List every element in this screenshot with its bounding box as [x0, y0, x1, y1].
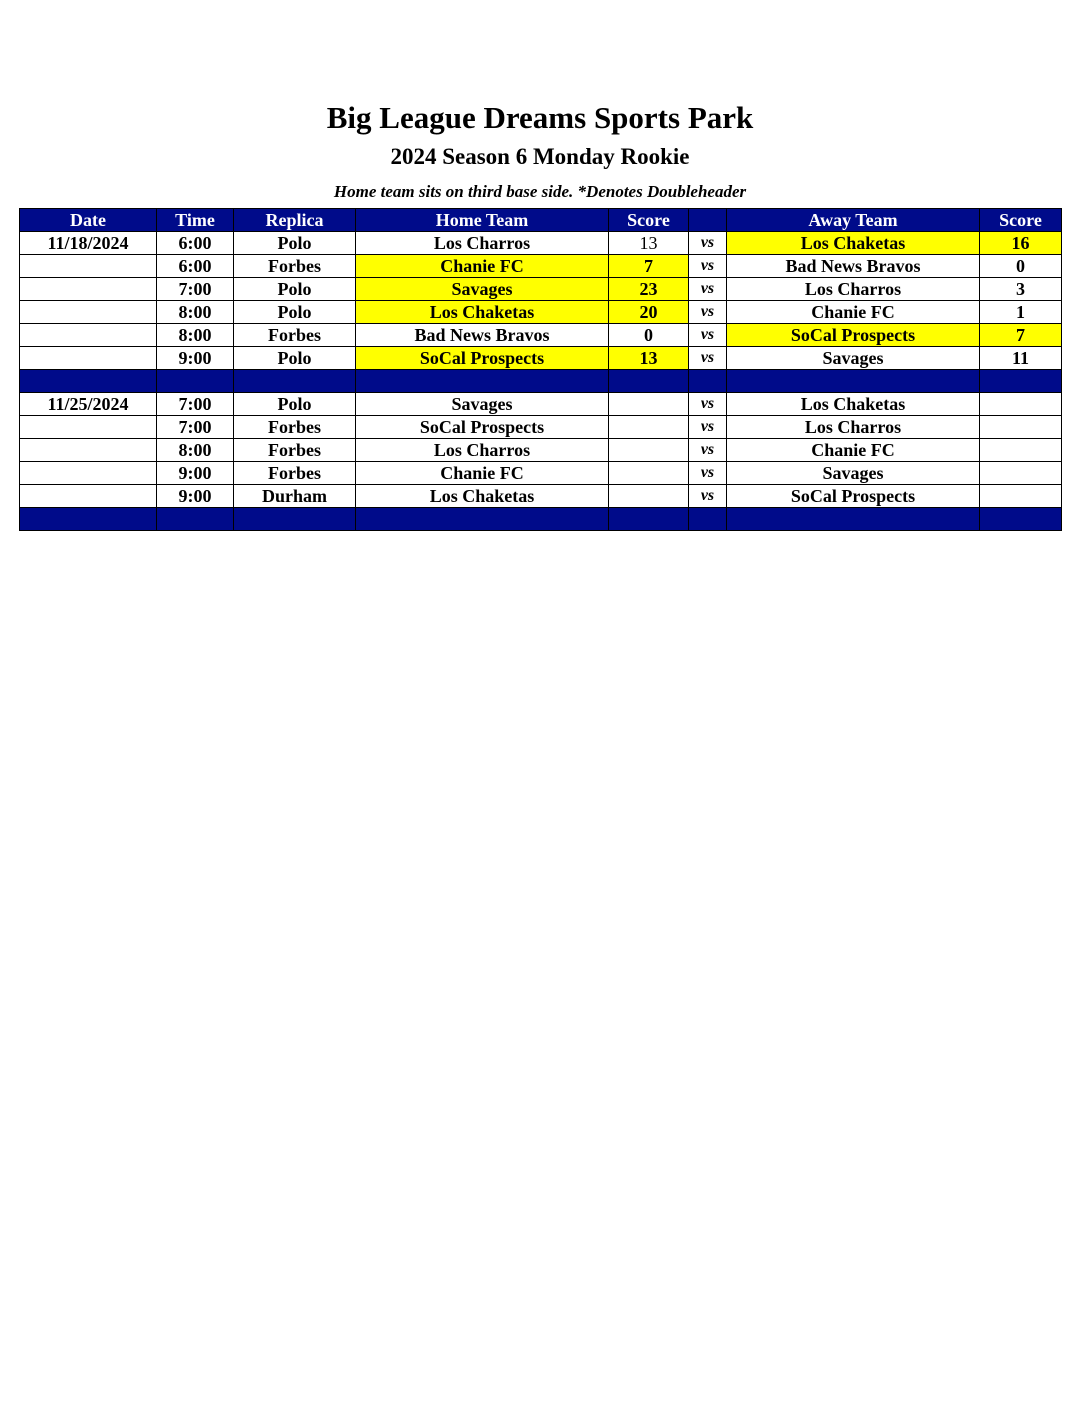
- home-team-cell: SoCal Prospects: [356, 347, 609, 370]
- col-header-date: Date: [20, 209, 157, 232]
- table-row: [20, 301, 1062, 324]
- table-row: [20, 324, 1062, 347]
- col-header-away-score: Score: [980, 209, 1062, 232]
- date-cell: 11/18/2024: [20, 232, 157, 255]
- date-cell: [20, 255, 157, 278]
- time-cell: 9:00: [157, 462, 234, 485]
- col-header-home-score: Score: [609, 209, 689, 232]
- replica-cell: Polo: [234, 232, 356, 255]
- home-team-cell: Chanie FC: [356, 255, 609, 278]
- time-cell: 7:00: [157, 416, 234, 439]
- home-score-cell: [609, 393, 689, 416]
- home-team-cell: Bad News Bravos: [356, 324, 609, 347]
- away-team-cell: Chanie FC: [727, 301, 980, 324]
- table-row: [20, 278, 1062, 301]
- away-score-cell: 16: [980, 232, 1062, 255]
- date-cell: 11/25/2024: [20, 393, 157, 416]
- home-score-cell: [609, 485, 689, 508]
- table-row: [20, 416, 1062, 439]
- col-header-home-team: Home Team: [356, 209, 609, 232]
- table-row: [20, 232, 1062, 255]
- schedule-note: Home team sits on third base side. *Denotes Doubleheader: [333, 182, 747, 201]
- col-header-replica: Replica: [234, 209, 356, 232]
- away-team-cell: Los Chaketas: [727, 232, 980, 255]
- replica-cell: Polo: [234, 301, 356, 324]
- home-score-cell: 0: [609, 324, 689, 347]
- home-score-cell: [609, 462, 689, 485]
- away-team-cell: Los Charros: [727, 278, 980, 301]
- away-score-cell: 11: [980, 347, 1062, 370]
- page-title: Big League Dreams Sports Park: [326, 100, 754, 135]
- date-cell: [20, 347, 157, 370]
- home-score-cell: [609, 439, 689, 462]
- home-team-cell: Savages: [356, 278, 609, 301]
- time-cell: 8:00: [157, 301, 234, 324]
- time-cell: 9:00: [157, 347, 234, 370]
- time-cell: 7:00: [157, 278, 234, 301]
- vs-cell: vs: [689, 347, 727, 370]
- away-team-cell: Los Charros: [727, 416, 980, 439]
- home-team-cell: Chanie FC: [356, 462, 609, 485]
- vs-cell: vs: [689, 255, 727, 278]
- home-team-cell: Los Chaketas: [356, 301, 609, 324]
- date-cell: [20, 278, 157, 301]
- vs-cell: vs: [689, 278, 727, 301]
- date-cell: [20, 324, 157, 347]
- week-separator-row: [20, 508, 1062, 531]
- replica-cell: Polo: [234, 347, 356, 370]
- replica-cell: Polo: [234, 278, 356, 301]
- table-row: [20, 462, 1062, 485]
- col-header-time: Time: [157, 209, 234, 232]
- away-team-cell: Los Chaketas: [727, 393, 980, 416]
- home-score-cell: 13: [609, 347, 689, 370]
- away-score-cell: [980, 439, 1062, 462]
- vs-cell: vs: [689, 232, 727, 255]
- table-row: [20, 485, 1062, 508]
- away-team-cell: Bad News Bravos: [727, 255, 980, 278]
- away-score-cell: 1: [980, 301, 1062, 324]
- away-team-cell: Savages: [727, 347, 980, 370]
- time-cell: 9:00: [157, 485, 234, 508]
- replica-cell: Forbes: [234, 255, 356, 278]
- date-cell: [20, 301, 157, 324]
- vs-cell: vs: [689, 439, 727, 462]
- replica-cell: Forbes: [234, 324, 356, 347]
- header-row: [20, 209, 1062, 232]
- time-cell: 6:00: [157, 255, 234, 278]
- vs-cell: vs: [689, 324, 727, 347]
- home-team-cell: Los Charros: [356, 439, 609, 462]
- time-cell: 8:00: [157, 439, 234, 462]
- replica-cell: Polo: [234, 393, 356, 416]
- schedule-table: [19, 208, 1062, 531]
- page-subtitle: 2024 Season 6 Monday Rookie: [390, 144, 690, 169]
- time-cell: 8:00: [157, 324, 234, 347]
- home-score-cell: 23: [609, 278, 689, 301]
- vs-cell: vs: [689, 485, 727, 508]
- vs-cell: vs: [689, 462, 727, 485]
- time-cell: 6:00: [157, 232, 234, 255]
- vs-cell: vs: [689, 393, 727, 416]
- away-score-cell: [980, 416, 1062, 439]
- col-header-vs: [689, 209, 727, 232]
- away-team-cell: SoCal Prospects: [727, 485, 980, 508]
- home-score-cell: [609, 416, 689, 439]
- week-separator-row: [20, 370, 1062, 393]
- home-score-cell: 20: [609, 301, 689, 324]
- home-team-cell: Savages: [356, 393, 609, 416]
- away-team-cell: Savages: [727, 462, 980, 485]
- home-score-cell: 7: [609, 255, 689, 278]
- replica-cell: Durham: [234, 485, 356, 508]
- away-score-cell: [980, 393, 1062, 416]
- away-team-cell: Chanie FC: [727, 439, 980, 462]
- away-score-cell: [980, 485, 1062, 508]
- date-cell: [20, 485, 157, 508]
- table-row: [20, 439, 1062, 462]
- away-team-cell: SoCal Prospects: [727, 324, 980, 347]
- home-team-cell: Los Chaketas: [356, 485, 609, 508]
- replica-cell: Forbes: [234, 462, 356, 485]
- away-score-cell: 0: [980, 255, 1062, 278]
- home-team-cell: SoCal Prospects: [356, 416, 609, 439]
- date-cell: [20, 439, 157, 462]
- home-score-cell: 13: [609, 232, 689, 255]
- replica-cell: Forbes: [234, 416, 356, 439]
- replica-cell: Forbes: [234, 439, 356, 462]
- col-header-away-team: Away Team: [727, 209, 980, 232]
- table-row: [20, 393, 1062, 416]
- away-score-cell: 7: [980, 324, 1062, 347]
- home-team-cell: Los Charros: [356, 232, 609, 255]
- vs-cell: vs: [689, 416, 727, 439]
- away-score-cell: 3: [980, 278, 1062, 301]
- table-row: [20, 347, 1062, 370]
- vs-cell: vs: [689, 301, 727, 324]
- time-cell: 7:00: [157, 393, 234, 416]
- away-score-cell: [980, 462, 1062, 485]
- table-row: [20, 255, 1062, 278]
- date-cell: [20, 462, 157, 485]
- date-cell: [20, 416, 157, 439]
